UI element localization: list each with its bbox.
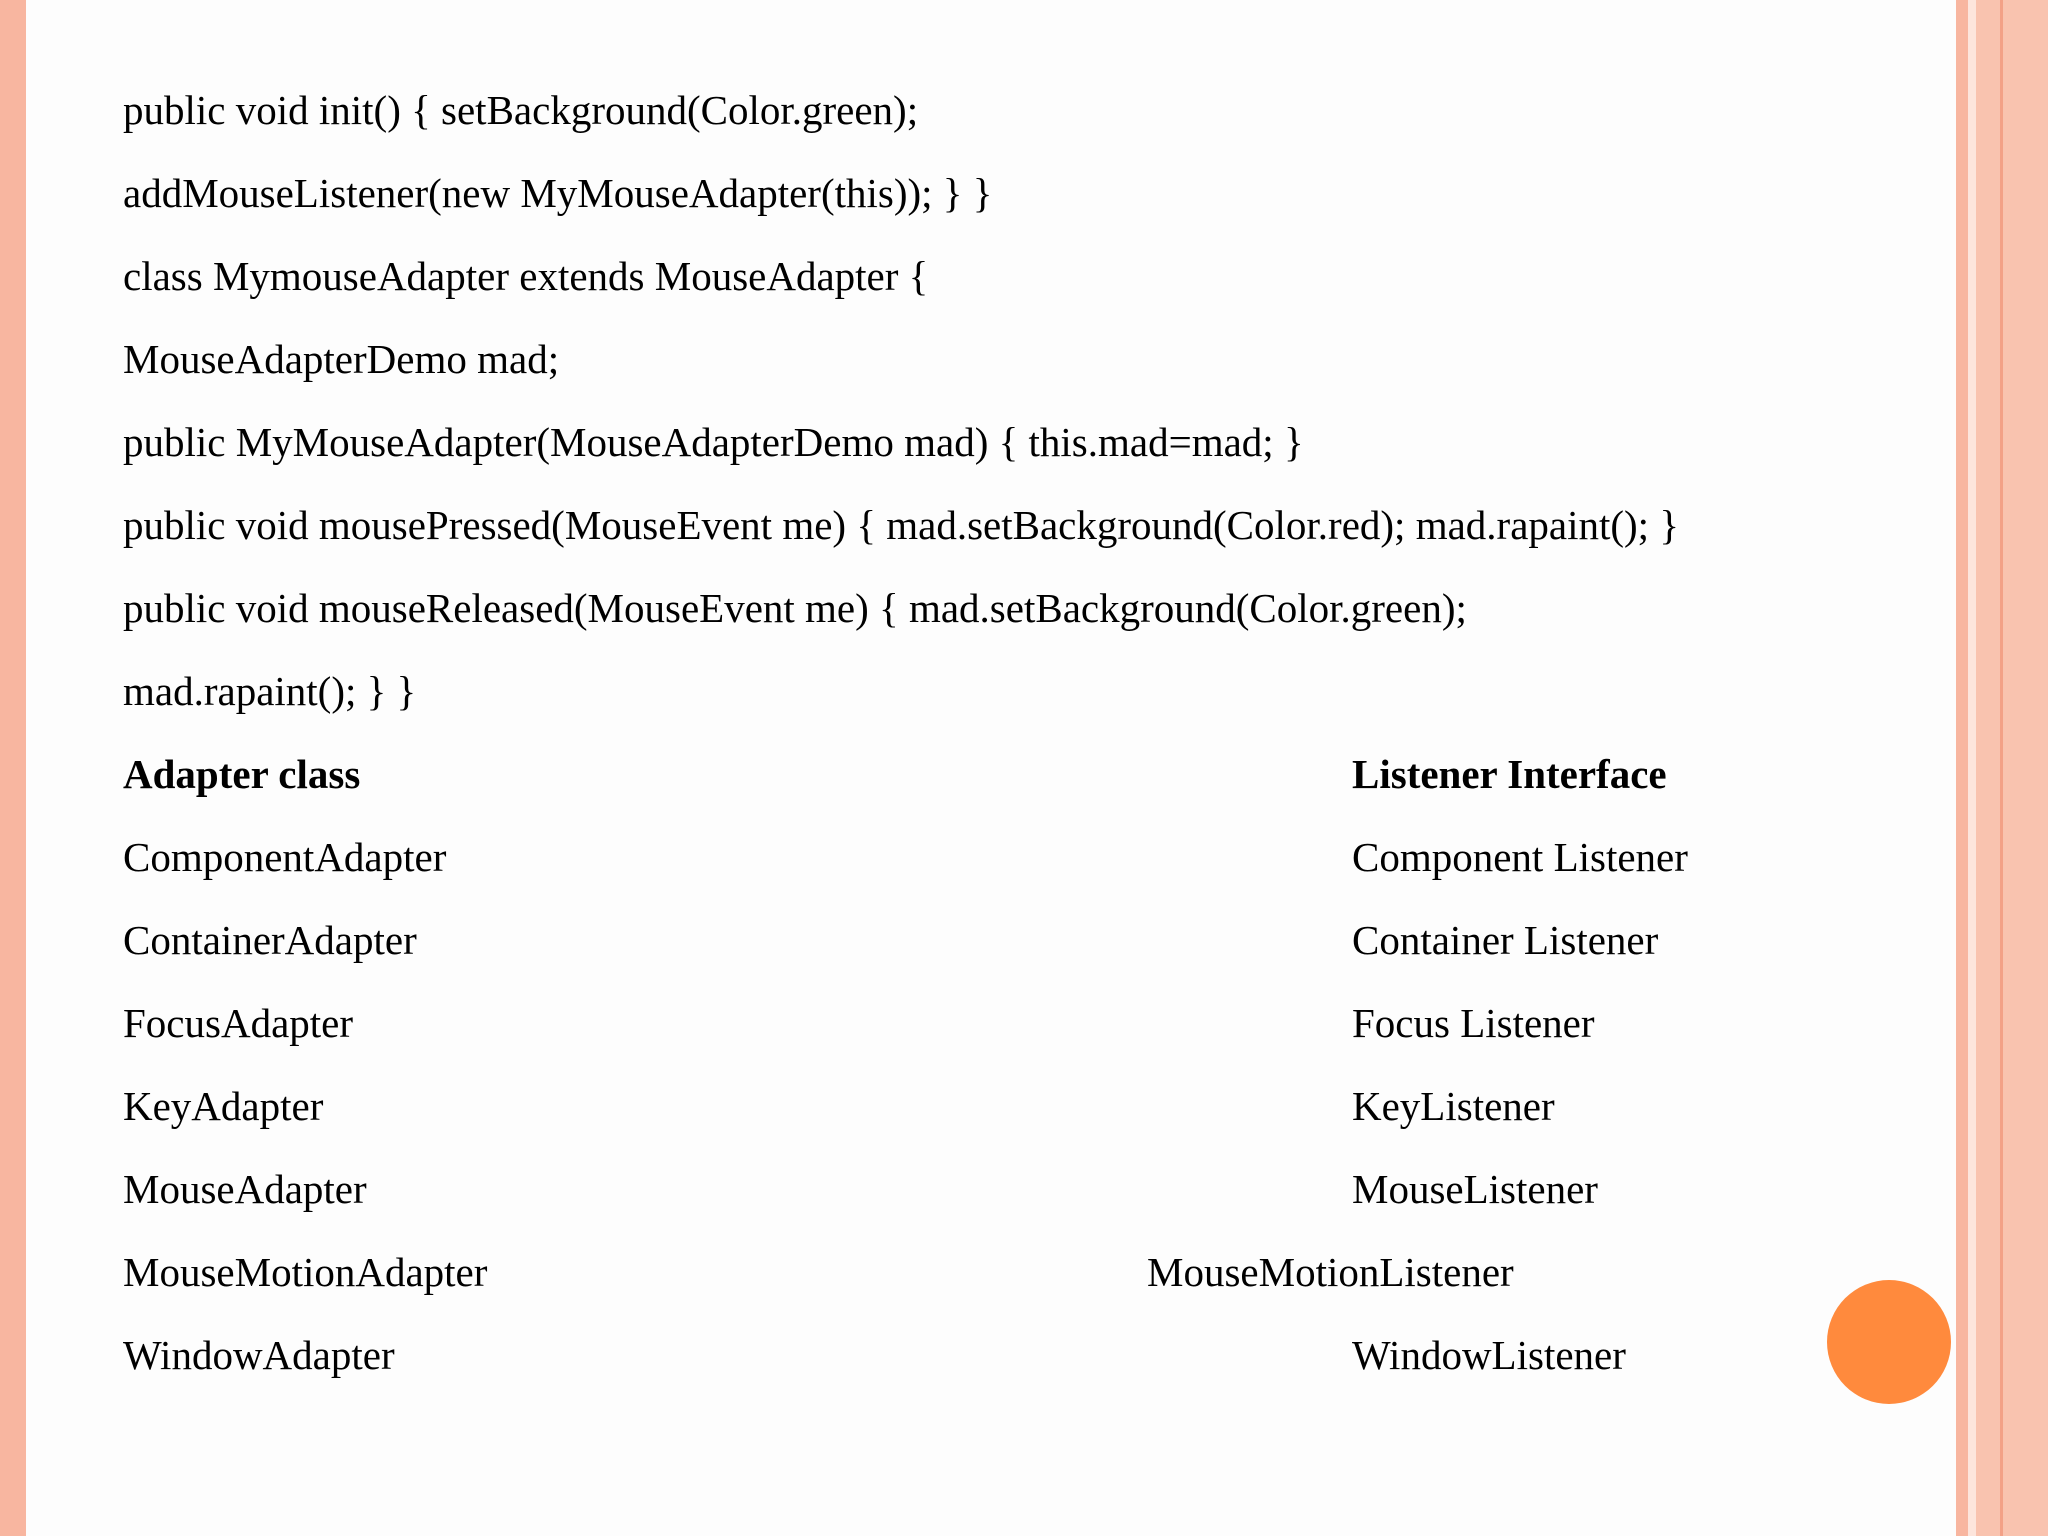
code-line-2: addMouseListener(new MyMouseAdapter(this)); } } <box>123 170 993 216</box>
listener-cell: Component Listener <box>1352 834 1688 880</box>
adapter-cell: KeyAdapter <box>123 1083 324 1129</box>
right-border-line <box>2000 0 2003 1536</box>
code-line-3: class MymouseAdapter extends MouseAdapter { <box>123 253 929 299</box>
listener-cell: MouseListener <box>1352 1166 1598 1212</box>
adapter-cell: MouseMotionAdapter <box>123 1249 488 1295</box>
adapter-cell: WindowAdapter <box>123 1332 395 1378</box>
adapter-cell: FocusAdapter <box>123 1000 354 1046</box>
right-border-bar-outer <box>1976 0 2048 1536</box>
code-line-7: public void mouseReleased(MouseEvent me) { mad.setBackground(Color.green); <box>123 585 1467 631</box>
code-line-5: public MyMouseAdapter(MouseAdapterDemo mad) { this.mad=mad; } <box>123 419 1304 465</box>
listener-cell: KeyListener <box>1352 1083 1555 1129</box>
right-border-gap <box>1968 0 1976 1536</box>
code-line-4: MouseAdapterDemo mad; <box>123 336 560 382</box>
left-border-bar <box>0 0 26 1536</box>
listener-cell: Focus Listener <box>1352 1000 1595 1046</box>
code-line-8: mad.rapaint(); } } <box>123 668 417 714</box>
adapter-cell: ContainerAdapter <box>123 917 417 963</box>
listener-cell: WindowListener <box>1352 1332 1626 1378</box>
adapter-cell: MouseAdapter <box>123 1166 367 1212</box>
decorative-circle <box>1827 1280 1951 1404</box>
adapter-cell: ComponentAdapter <box>123 834 447 880</box>
listener-interface-header: Listener Interface <box>1352 751 1667 797</box>
code-line-6: public void mousePressed(MouseEvent me) { mad.setBackground(Color.red); mad.rapaint(); } <box>123 502 1679 548</box>
adapter-class-header: Adapter class <box>123 751 361 797</box>
code-line-1: public void init() { setBackground(Color.green); <box>123 87 919 133</box>
listener-cell: MouseMotionListener <box>1147 1249 1514 1295</box>
right-border-bar-inner <box>1956 0 1968 1536</box>
listener-cell: Container Listener <box>1352 917 1659 963</box>
